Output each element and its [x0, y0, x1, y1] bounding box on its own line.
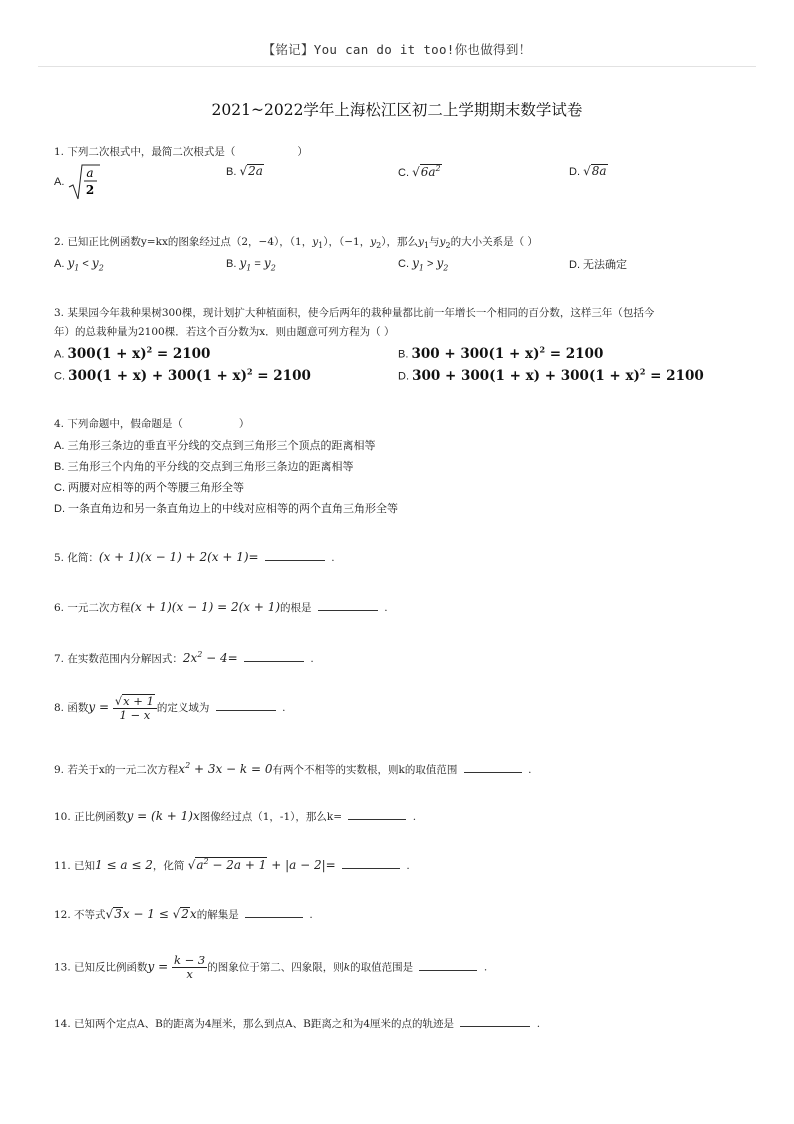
- question-12: 12. 不等式√3x − 1 ≤ √2x的解集是 .: [54, 907, 313, 921]
- question-4-stem: 4. 下列命题中，假命题是（ ）: [54, 418, 250, 430]
- answer-blank[interactable]: [348, 818, 406, 820]
- page-title: 2021~2022学年上海松江区初二上学期期末数学试卷: [211, 101, 583, 119]
- question-7: 7. 在实数范围内分解因式：$2x^2 - 4=$ .: [54, 650, 314, 665]
- question-1-option-c: C. $√6a^2$: [398, 164, 441, 179]
- answer-blank[interactable]: [216, 709, 276, 711]
- header-divider: [38, 66, 756, 67]
- question-13: 13. 已知反比例函数y = $\frac{k - 3}{x}$ 的图象位于第二、四象限，则k的取值范围是 .: [54, 953, 488, 982]
- fraction-sqrt-over-1-minus-x: $\frac{√x + 1}{1 - x}$: [113, 694, 157, 722]
- question-14: 14. 已知两个定点A、B的距离为4厘米，那么到点A、B距离之和为4厘米的点的轨迹是 .: [54, 1018, 541, 1030]
- sqrt-fraction-a-over-2: [67, 163, 101, 201]
- question-2-option-b: B. $y_1 = y_2$: [226, 256, 276, 273]
- question-2-option-d: D. 无法确定: [569, 259, 628, 271]
- question-9: 9. 若关于x的一元二次方程$x^2 + 3x - k = 0$有两个不相等的实数根，则k的取值范围 .: [54, 761, 532, 776]
- svg-text:a: a: [86, 166, 95, 180]
- question-3-option-d: D. $300 + 300(1 + x) + 300(1 + x)^2 = 2100$: [398, 366, 704, 384]
- question-3-line-1: 3. 某果园今年栽种果树300棵，现计划扩大种植面积，使今后两年的栽种量都比前一年增长一个相同的百分数，这样三年（包括今: [54, 307, 655, 319]
- answer-blank[interactable]: [342, 867, 400, 869]
- svg-text:2: 2: [86, 183, 95, 197]
- question-3-option-b: B. $300 + 300(1 + x)^2 = 2100$: [398, 344, 604, 362]
- question-1-option-a: A. a 2: [54, 163, 101, 201]
- question-5: 5. 化简：(x + 1)(x − 1) + 2(x + 1)= .: [54, 550, 335, 564]
- question-1-option-b: B. √2a: [226, 164, 263, 178]
- fraction-k-minus-3-over-x: $\frac{k - 3}{x}$: [174, 953, 206, 982]
- question-3-line-2: 年）的总栽种量为2100棵．若这个百分数为x．则由题意可列方程为（ ）: [54, 326, 395, 338]
- question-2-option-a: A. $y_1 < y_2$: [54, 256, 104, 273]
- question-1-option-d: D. √8a: [569, 164, 607, 178]
- question-4-option-d: D. 一条直角边和另一条直角边上的中线对应相等的两个直角三角形全等: [54, 503, 399, 515]
- question-4-option-b: B. 三角形三个内角的平分线的交点到三角形三条边的距离相等: [54, 461, 354, 473]
- answer-blank[interactable]: [265, 559, 325, 561]
- question-6: 6. 一元二次方程(x + 1)(x − 1) = 2(x + 1)的根是 .: [54, 600, 388, 614]
- question-1-stem: 1. 下列二次根式中，最简二次根式是（ ）: [54, 146, 308, 158]
- answer-blank[interactable]: [244, 660, 304, 662]
- question-10: 10. 正比例函数y = (k + 1)x图像经过点（1，-1），那么k= .: [54, 809, 417, 823]
- question-8: 8. 函数y = $\frac{√x + 1}{1 - x}$ 的定义域为 .: [54, 694, 286, 723]
- answer-blank[interactable]: [460, 1025, 530, 1027]
- answer-blank[interactable]: [318, 609, 378, 611]
- answer-blank[interactable]: [419, 969, 477, 971]
- answer-blank[interactable]: [464, 771, 522, 773]
- question-2-option-c: C. $y_1 > y_2$: [398, 256, 449, 273]
- question-3-option-a: A. $300(1 + x)^2 = 2100$: [54, 344, 211, 362]
- question-4-option-c: C. 两腰对应相等的两个等腰三角形全等: [54, 482, 245, 494]
- question-11: 11. 已知1 ≤ a ≤ 2，化简 $√a^2 - 2a + 1 + |a - 2|=$ .: [54, 857, 410, 872]
- header-motto: 【铭记】You can do it too!你也做得到！: [262, 42, 532, 57]
- question-2-stem: 2. 已知正比例函数y=kx的图象经过点（2，−4），（1，$y_1$），（−1，$y_2$），那么$y_1$与$y_2$的大小关系是（ ）: [54, 236, 538, 251]
- answer-blank[interactable]: [245, 916, 303, 918]
- question-4-option-a: A. 三角形三条边的垂直平分线的交点到三角形三个顶点的距离相等: [54, 440, 376, 452]
- question-3-option-c: C. $300(1 + x) + 300(1 + x)^2 = 2100$: [54, 366, 311, 384]
